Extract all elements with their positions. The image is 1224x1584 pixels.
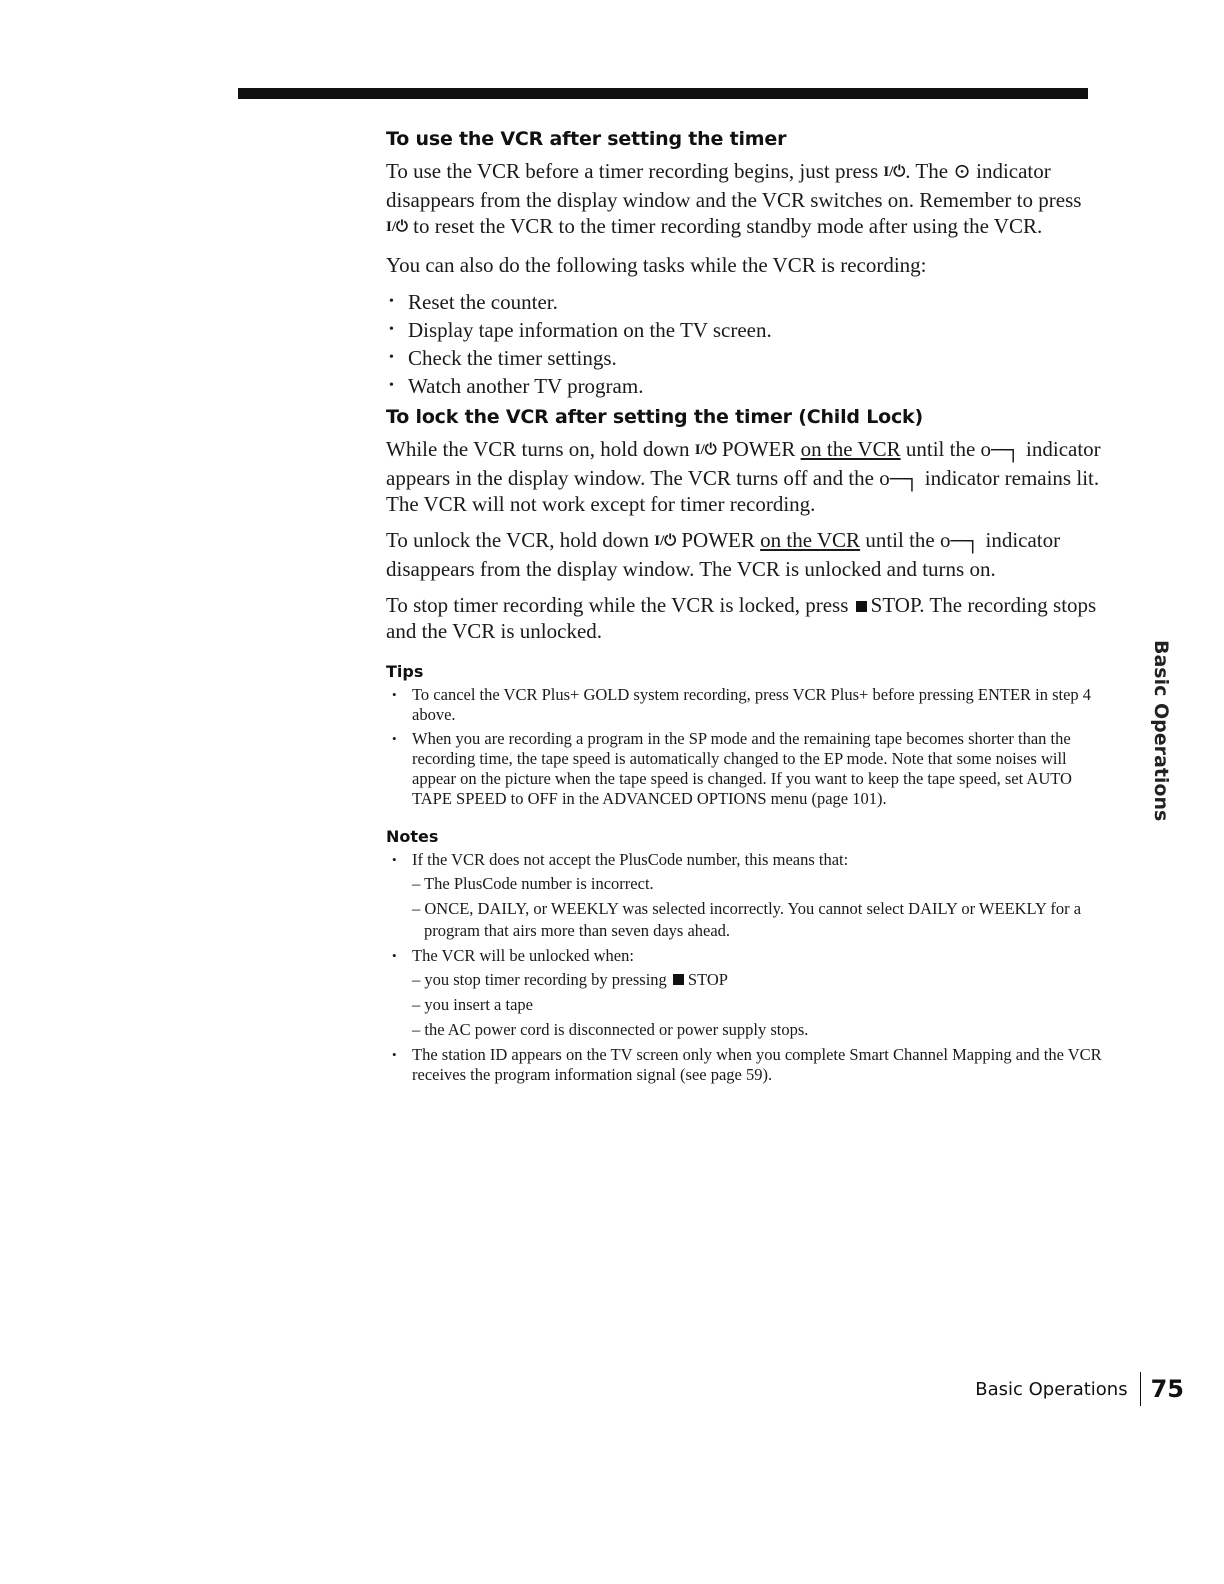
paragraph: While the VCR turns on, hold down I/⏻ POWER on the VCR until the o─┐ indicator appears in the display window. The VCR turns off and the o─┐ indicator remains lit. The VCR will not work except for timer recording. [386, 437, 1101, 516]
stop-square-icon [673, 974, 684, 985]
note-item: • The station ID appears on the TV screen only when you complete Smart Channel Mapping and the VCR receives the program information signal (see page 59). [386, 1045, 1106, 1085]
task-list [386, 288, 1106, 400]
page-number: 75 [1150, 1375, 1184, 1403]
notes-list [386, 850, 1106, 1085]
paragraph: To unlock the VCR, hold down I/⏻ POWER on the VCR until the o─┐ indicator disappears from the display window. The VCR is unlocked and turns on. [386, 528, 1061, 581]
paragraph: To stop timer recording while the VCR is locked, press STOP. The recording stops and the VCR is unlocked. [386, 593, 1097, 643]
paragraph: You can also do the following tasks while the VCR is recording: [386, 253, 927, 277]
note-subitem: – ONCE, DAILY, or WEEKLY was selected incorrectly. You cannot select DAILY or WEEKLY for a program that airs more than seven days ahead. [412, 899, 1082, 940]
notes-heading: Notes [386, 827, 439, 846]
list-item: • Check the timer settings. [386, 344, 1106, 372]
power-key-symbol: I/⏻ [883, 164, 906, 180]
page-footer [975, 1372, 1184, 1406]
note-subitem: – you stop timer recording by pressing STOP [412, 970, 728, 989]
top-rule [238, 88, 1088, 99]
power-key-symbol: I/⏻ [386, 219, 408, 235]
note-item: • If the VCR does not accept the PlusCode number, this means that: – The PlusCode number is incorrect. – ONCE, DAILY, or WEEKLY was selected incorrectly. You cannot select DAILY or WEEKLY for a program that airs more than seven days ahead. [386, 850, 1106, 942]
tips-list [386, 685, 1106, 809]
power-key-symbol: I/⏻ [694, 442, 717, 458]
list-item: • Display tape information on the TV screen. [386, 316, 1106, 344]
note-subitem: – The PlusCode number is incorrect. [412, 874, 654, 893]
paragraph: To use the VCR before a timer recording begins, just press I/⏻. The ⊙ indicator disappears from the display window and the VCR switches on. Remember to press I/⏻ to reset the VCR to the timer recording standby mode after using the VCR. [386, 159, 1082, 238]
tips-heading: Tips [386, 662, 424, 681]
power-key-symbol: I/⏻ [654, 533, 677, 549]
side-tab: Basic Operations [1150, 640, 1172, 822]
page-content [386, 128, 1106, 1089]
note-subitem: – you insert a tape [412, 995, 533, 1014]
tip-item: • To cancel the VCR Plus+ GOLD system recording, press VCR Plus+ before pressing ENTER in step 4 above. [386, 685, 1106, 725]
tip-item: • When you are recording a program in the SP mode and the remaining tape becomes shorter than the recording time, the tape speed is automatically changed to the EP mode. Note that some noises will appear on the picture when the tape speed is changed. If you want to keep the tape speed, set AUTO TAPE SPEED to OFF in the ADVANCED OPTIONS menu (page 101). [386, 729, 1106, 809]
footer-divider [1140, 1372, 1141, 1406]
stop-square-icon [856, 601, 867, 612]
note-item: • The VCR will be unlocked when: – you stop timer recording by pressing STOP – you insert a tape – the AC power cord is disconnected or power supply stops. [386, 946, 1106, 1041]
section-heading-use-vcr: To use the VCR after setting the timer [386, 128, 787, 150]
section-heading-child-lock: To lock the VCR after setting the timer (Child Lock) [386, 406, 923, 428]
note-subitem: – the AC power cord is disconnected or power supply stops. [412, 1020, 809, 1039]
list-item: • Watch another TV program. [386, 372, 1106, 400]
footer-section-label: Basic Operations [975, 1378, 1128, 1400]
list-item: • Reset the counter. [386, 288, 1106, 316]
